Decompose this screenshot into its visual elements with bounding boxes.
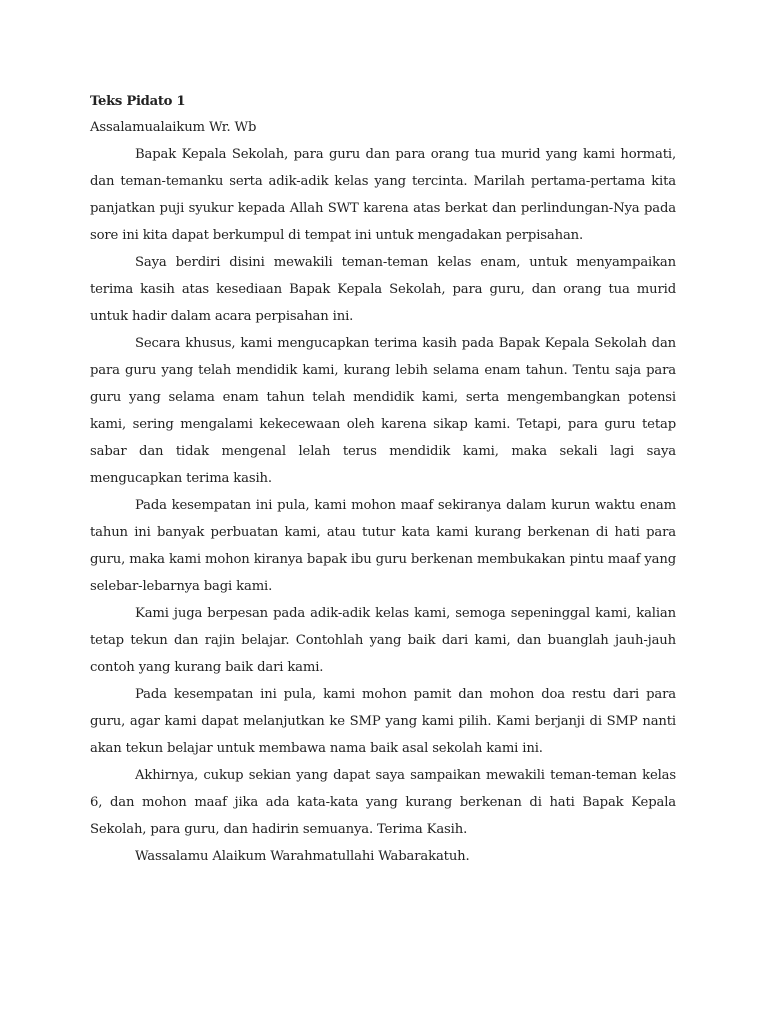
document-title: Teks Pidato 1 [90,94,186,109]
closing-salutation: Wassalamu Alaikum Warahmatullahi Wabarakatuh. [135,849,470,864]
paragraph-6: Pada kesempatan ini pula, kami mohon pamit dan mohon doa restu dari para guru, agar kami dapat melanjutkan ke SMP yang kami pilih. Kami berjanji di SMP nanti akan tekun belajar untuk membawa nama baik asal sekolah kami ini. [90,687,676,756]
paragraph-2: Saya berdiri disini mewakili teman-teman kelas enam, untuk menyampaikan terima kasih atas kesediaan Bapak Kepala Sekolah, para guru, dan orang tua murid untuk hadir dalam acara perpisahan ini. [90,255,676,324]
greeting: Assalamualaikum Wr. Wb [90,120,257,135]
paragraph-7: Akhirnya, cukup sekian yang dapat saya sampaikan mewakili teman-teman kelas 6, dan mohon maaf jika ada kata-kata yang kurang berkenan di hati Bapak Kepala Sekolah, para guru, dan hadirin semuanya. Terima Kasih. [90,768,676,837]
paragraph-1: Bapak Kepala Sekolah, para guru dan para orang tua murid yang kami hormati, dan teman-temanku serta adik-adik kelas yang tercinta. Marilah pertama-pertama kita panjatkan puji syukur kepada Allah SWT karena atas berkat dan perlindungan-Nya pada sore ini kita dapat berkumpul di tempat ini untuk mengadakan perpisahan. [90,147,676,243]
document-body [90,90,676,870]
paragraph-3: Secara khusus, kami mengucapkan terima kasih pada Bapak Kepala Sekolah dan para guru yang telah mendidik kami, kurang lebih selama enam tahun. Tentu saja para guru yang selama enam tahun telah mendidik kami, serta mengembangkan potensi kami, sering mengalami kekecewaan oleh karena sikap kami. Tetapi, para guru tetap sabar dan tidak mengenal lelah terus mendidik kami, maka sekali lagi saya mengucapkan terima kasih. [90,336,676,486]
paragraph-4: Pada kesempatan ini pula, kami mohon maaf sekiranya dalam kurun waktu enam tahun ini banyak perbuatan kami, atau tutur kata kami kurang berkenan di hati para guru, maka kami mohon kiranya bapak ibu guru berkenan membukakan pintu maaf yang selebar-lebarnya bagi kami. [90,498,676,594]
paragraph-5: Kami juga berpesan pada adik-adik kelas kami, semoga sepeninggal kami, kalian tetap tekun dan rajin belajar. Contohlah yang baik dari kami, dan buanglah jauh-jauh contoh yang kurang baik dari kami. [90,606,676,675]
